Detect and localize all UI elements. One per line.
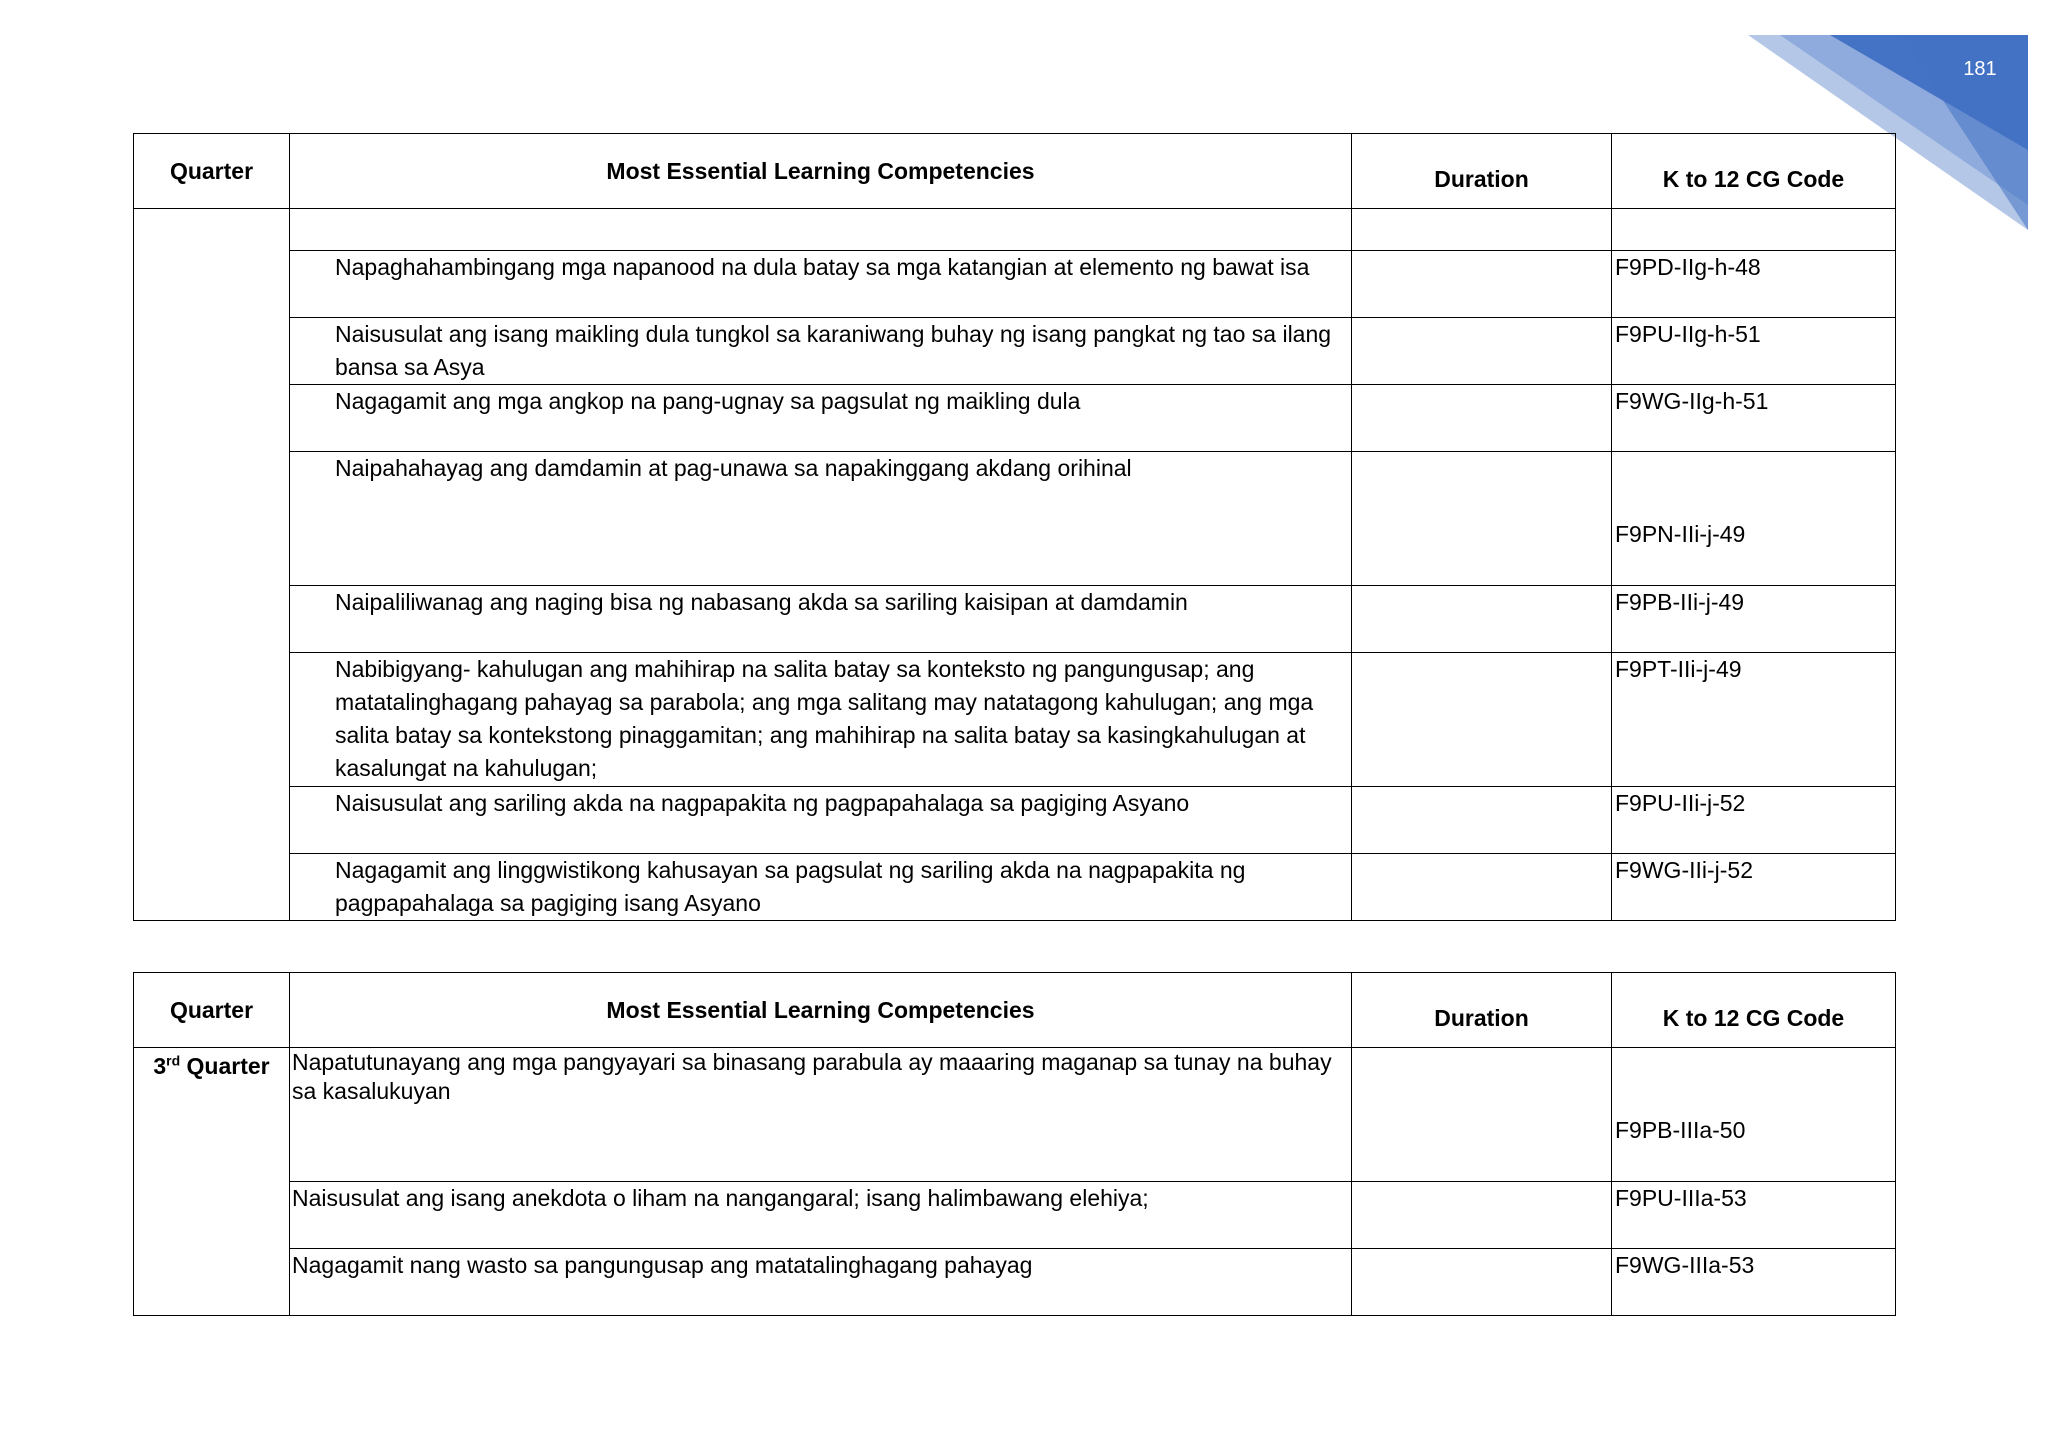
code-cell: F9PU-IIIa-53 bbox=[1612, 1182, 1896, 1249]
duration-cell bbox=[1352, 653, 1612, 787]
competencies-table-2 bbox=[133, 972, 1896, 1316]
table-row bbox=[134, 318, 1896, 385]
code-cell: F9PU-IIi-j-52 bbox=[1612, 787, 1896, 854]
competency-cell bbox=[290, 209, 1352, 251]
code-cell: F9PD-IIg-h-48 bbox=[1612, 251, 1896, 318]
table-row bbox=[134, 452, 1896, 586]
competency-cell: Naisusulat ang sariling akda na nagpapakita ng pagpapahalaga sa pagiging Asyano bbox=[290, 787, 1352, 854]
duration-cell bbox=[1352, 209, 1612, 251]
competency-cell: Nagagamit nang wasto sa pangungusap ang matatalinghagang pahayag bbox=[290, 1249, 1352, 1316]
header-quarter: Quarter bbox=[134, 134, 290, 209]
table-row bbox=[134, 1182, 1896, 1249]
code-cell: F9WG-IIIa-53 bbox=[1612, 1249, 1896, 1316]
header-code: K to 12 CG Code bbox=[1612, 973, 1896, 1048]
duration-cell bbox=[1352, 452, 1612, 586]
table-row bbox=[134, 586, 1896, 653]
quarter-suffix: rd bbox=[166, 1052, 181, 1069]
code-cell: F9WG-IIi-j-52 bbox=[1612, 854, 1896, 921]
page-number: 181 bbox=[1963, 58, 1997, 80]
competency-cell: Nabibigyang- kahulugan ang mahihirap na salita batay sa konteksto ng pangungusap; ang matatalinghagang pahayag sa parabola; ang mga salitang may natatagong kahulugan; ang mga salita batay sa kontekstong pinaggamitan; ang mahihirap na salita batay sa kasingkahulugan at kasalungat na kahulugan; bbox=[290, 653, 1352, 787]
table-header-row bbox=[134, 134, 1896, 209]
competency-cell: Nagagamit ang mga angkop na pang-ugnay sa pagsulat ng maikling dula bbox=[290, 385, 1352, 452]
duration-cell bbox=[1352, 385, 1612, 452]
duration-cell bbox=[1352, 586, 1612, 653]
code-cell: F9PT-IIi-j-49 bbox=[1612, 653, 1896, 787]
header-duration: Duration bbox=[1352, 973, 1612, 1048]
header-competencies: Most Essential Learning Competencies bbox=[290, 973, 1352, 1048]
competency-cell: Nagagamit ang linggwistikong kahusayan sa pagsulat ng sariling akda na nagpapakita ng pagpapahalaga sa pagiging isang Asyano bbox=[290, 854, 1352, 921]
quarter-word: Quarter bbox=[186, 1053, 270, 1079]
duration-cell bbox=[1352, 1249, 1612, 1316]
table-row bbox=[134, 209, 1896, 251]
header-competencies: Most Essential Learning Competencies bbox=[290, 134, 1352, 209]
code-cell: F9PB-IIIa-50 bbox=[1612, 1048, 1896, 1182]
duration-cell bbox=[1352, 251, 1612, 318]
duration-cell bbox=[1352, 1182, 1612, 1249]
header-code: K to 12 CG Code bbox=[1612, 134, 1896, 209]
duration-cell bbox=[1352, 787, 1612, 854]
competency-cell: Naisusulat ang isang anekdota o liham na nangangaral; isang halimbawang elehiya; bbox=[290, 1182, 1352, 1249]
header-duration: Duration bbox=[1352, 134, 1612, 209]
table-row bbox=[134, 854, 1896, 921]
duration-cell bbox=[1352, 318, 1612, 385]
table-row bbox=[134, 251, 1896, 318]
competency-cell: Naipaliliwanag ang naging bisa ng nabasang akda sa sariling kaisipan at damdamin bbox=[290, 586, 1352, 653]
duration-cell bbox=[1352, 854, 1612, 921]
competencies-table-1 bbox=[133, 133, 1896, 921]
competency-cell: Naipahahayag ang damdamin at pag-unawa sa napakinggang akdang orihinal bbox=[290, 452, 1352, 586]
code-cell: F9WG-IIg-h-51 bbox=[1612, 385, 1896, 452]
table-row bbox=[134, 787, 1896, 854]
quarter-cell bbox=[134, 209, 290, 921]
competency-cell: Naisusulat ang isang maikling dula tungkol sa karaniwang buhay ng isang pangkat ng tao sa ilang bansa sa Asya bbox=[290, 318, 1352, 385]
table-row bbox=[134, 385, 1896, 452]
table-row bbox=[134, 1249, 1896, 1316]
code-cell: F9PU-IIg-h-51 bbox=[1612, 318, 1896, 385]
code-cell: F9PN-IIi-j-49 bbox=[1612, 452, 1896, 586]
table-header-row bbox=[134, 973, 1896, 1048]
header-quarter: Quarter bbox=[134, 973, 290, 1048]
table-row bbox=[134, 653, 1896, 787]
competency-cell: Napatutunayang ang mga pangyayari sa binasang parabula ay maaaring maganap sa tunay na buhay sa kasalukuyan bbox=[290, 1048, 1352, 1182]
duration-cell bbox=[1352, 1048, 1612, 1182]
competency-cell: Napaghahambingang mga napanood na dula batay sa mga katangian at elemento ng bawat isa bbox=[290, 251, 1352, 318]
table-row bbox=[134, 1048, 1896, 1182]
code-cell: F9PB-IIi-j-49 bbox=[1612, 586, 1896, 653]
quarter-number: 3 bbox=[153, 1053, 167, 1079]
code-cell bbox=[1612, 209, 1896, 251]
quarter-cell bbox=[134, 1048, 290, 1316]
